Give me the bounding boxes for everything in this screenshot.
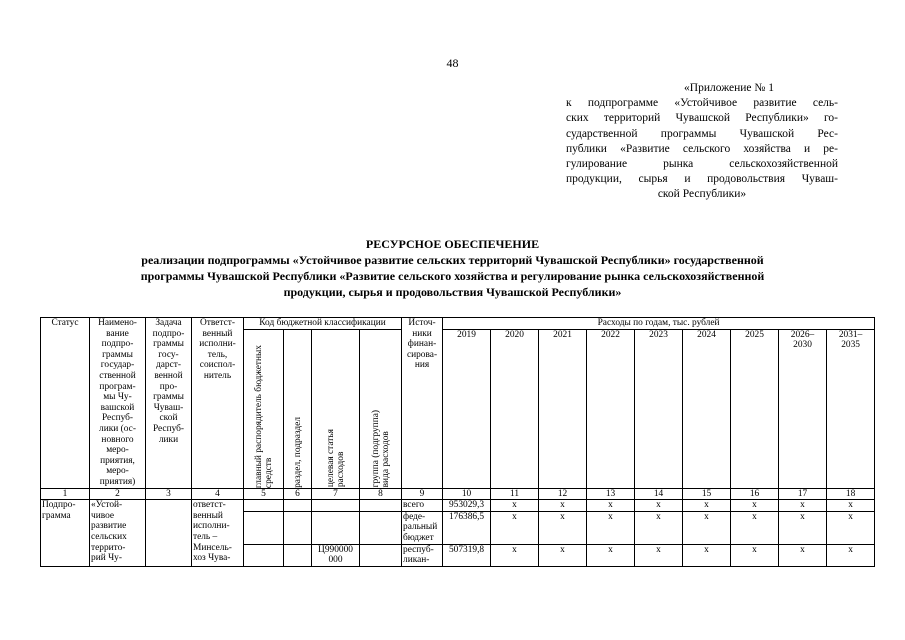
body-budget-section — [284, 544, 312, 566]
column-number: 17 — [779, 488, 827, 500]
body-value: x — [539, 544, 587, 566]
body-executor: ответст- венный исполни- тель – Минсель- хоз Чува- — [192, 500, 244, 567]
body-value: x — [827, 500, 875, 512]
appendix-line: продукции, сырья и продовольствия Чуваш- — [566, 173, 838, 186]
body-value: x — [491, 511, 539, 544]
body-value: 176386,5 — [443, 511, 491, 544]
body-budget-main-manager — [244, 511, 284, 544]
appendix-line: «Приложение № 1 — [684, 82, 774, 94]
body-budget-target-item — [312, 500, 360, 512]
column-number: 13 — [587, 488, 635, 500]
header-expenses: Расходы по годам, тыс. рублей — [443, 318, 875, 330]
header-year: 2031– 2035 — [827, 329, 875, 488]
body-value: x — [539, 511, 587, 544]
header-task: Задача подпро- граммы госу- дарст- венной про- граммы Чуваш- ской Респуб- лики — [146, 318, 192, 489]
body-value: x — [587, 511, 635, 544]
header-budget-target-item-text: целевая статья расходов — [325, 429, 346, 488]
body-budget-section — [284, 500, 312, 512]
column-number: 7 — [312, 488, 360, 500]
appendix-line: к подпрограмме «Устойчивое развитие сель- — [566, 97, 838, 110]
header-source: Источ- ники финан- сирова- ния — [402, 318, 443, 489]
appendix-line: сударственной программы Чувашской Рес- — [566, 127, 838, 140]
header-name: Наимено- вание подпро- граммы государ- ственной програм- мы Чу- вашской Респуб- лики (ос- новного меро- приятия, меро- приятия) — [90, 318, 146, 489]
body-value: 953029,3 — [443, 500, 491, 512]
body-value: x — [635, 544, 683, 566]
header-budget-expense-group-text: группа (подгруппа) вида расходов — [370, 410, 391, 488]
body-value: x — [587, 500, 635, 512]
heading-title: РЕСУРСНОЕ ОБЕСПЕЧЕНИЕ — [365, 237, 540, 251]
column-number: 11 — [491, 488, 539, 500]
appendix-line: публики «Развитие сельского хозяйства и ре- — [566, 142, 838, 155]
appendix-line: гулирование рынка сельскохозяйственной — [566, 158, 838, 171]
body-value: x — [635, 511, 683, 544]
body-value: x — [731, 511, 779, 544]
body-value: x — [683, 511, 731, 544]
header-budget-main-manager — [244, 329, 284, 488]
body-value: x — [491, 544, 539, 566]
body-source: всего — [402, 500, 443, 512]
heading-line: продукции, сырья и продовольствия Чувашской Республики» — [283, 285, 622, 299]
header-year: 2026– 2030 — [779, 329, 827, 488]
header-year: 2020 — [491, 329, 539, 488]
appendix-note — [566, 81, 838, 203]
resource-table — [40, 317, 875, 567]
column-number: 10 — [443, 488, 491, 500]
heading-line: реализации подпрограммы «Устойчивое развитие сельских территорий Чувашской Республики» государственной — [141, 253, 764, 267]
column-number: 8 — [360, 488, 402, 500]
column-number: 2 — [90, 488, 146, 500]
header-year: 2025 — [731, 329, 779, 488]
body-value: x — [683, 544, 731, 566]
header-row — [41, 318, 875, 330]
body-value: x — [683, 500, 731, 512]
body-task — [146, 500, 192, 567]
body-value: x — [779, 544, 827, 566]
body-value: x — [491, 500, 539, 512]
body-status: Подпро- грамма — [41, 500, 90, 567]
body-budget-main-manager — [244, 500, 284, 512]
header-year: 2024 — [683, 329, 731, 488]
header-budget-section-text: раздел, подраздел — [292, 416, 303, 488]
body-budget-section — [284, 511, 312, 544]
body-budget-main-manager — [244, 544, 284, 566]
header-executor: Ответст- венный исполни- тель, соиспол- нитель — [192, 318, 244, 489]
body-value: x — [731, 500, 779, 512]
header-year: 2023 — [635, 329, 683, 488]
column-number: 14 — [635, 488, 683, 500]
column-number: 12 — [539, 488, 587, 500]
column-number: 16 — [731, 488, 779, 500]
header-budget-expense-group — [360, 329, 402, 488]
body-value: x — [635, 500, 683, 512]
header-budget-target-item — [312, 329, 360, 488]
body-budget-target-item: Ц990000 000 — [312, 544, 360, 566]
body-value: x — [539, 500, 587, 512]
header-year: 2022 — [587, 329, 635, 488]
body-source: феде- ральный бюджет — [402, 511, 443, 544]
document-heading — [60, 236, 845, 300]
column-number: 5 — [244, 488, 284, 500]
body-value: x — [731, 544, 779, 566]
header-status: Статус — [41, 318, 90, 489]
body-name: «Устой- чивое развитие сельских террито- рий Чу- — [90, 500, 146, 567]
body-value: x — [827, 544, 875, 566]
body-budget-expense-group — [360, 511, 402, 544]
column-number: 9 — [402, 488, 443, 500]
column-number: 1 — [41, 488, 90, 500]
header-budget-main-manager-text: главный распорядитель бюджетных средств — [253, 344, 274, 488]
column-number: 4 — [192, 488, 244, 500]
body-budget-expense-group — [360, 544, 402, 566]
body-source: респуб- ликан- — [402, 544, 443, 566]
body-value: x — [827, 511, 875, 544]
column-number: 18 — [827, 488, 875, 500]
header-year: 2021 — [539, 329, 587, 488]
page-number: 48 — [446, 56, 459, 70]
body-value: x — [779, 511, 827, 544]
header-budget-code: Код бюджетной классификации — [244, 318, 402, 330]
column-number: 15 — [683, 488, 731, 500]
column-number-row — [41, 488, 875, 500]
header-year: 2019 — [443, 329, 491, 488]
appendix-line: ских территорий Чувашской Республики» го- — [566, 112, 838, 125]
appendix-line: ской Республики» — [657, 188, 747, 201]
heading-line: программы Чувашской Республики «Развитие сельского хозяйства и регулирование рынка сельскохозяйственной — [140, 269, 765, 283]
body-value: x — [587, 544, 635, 566]
column-number: 6 — [284, 488, 312, 500]
body-value: x — [779, 500, 827, 512]
header-budget-section — [284, 329, 312, 488]
table-row — [41, 500, 875, 512]
body-budget-expense-group — [360, 500, 402, 512]
body-value: 507319,8 — [443, 544, 491, 566]
body-budget-target-item — [312, 511, 360, 544]
column-number: 3 — [146, 488, 192, 500]
